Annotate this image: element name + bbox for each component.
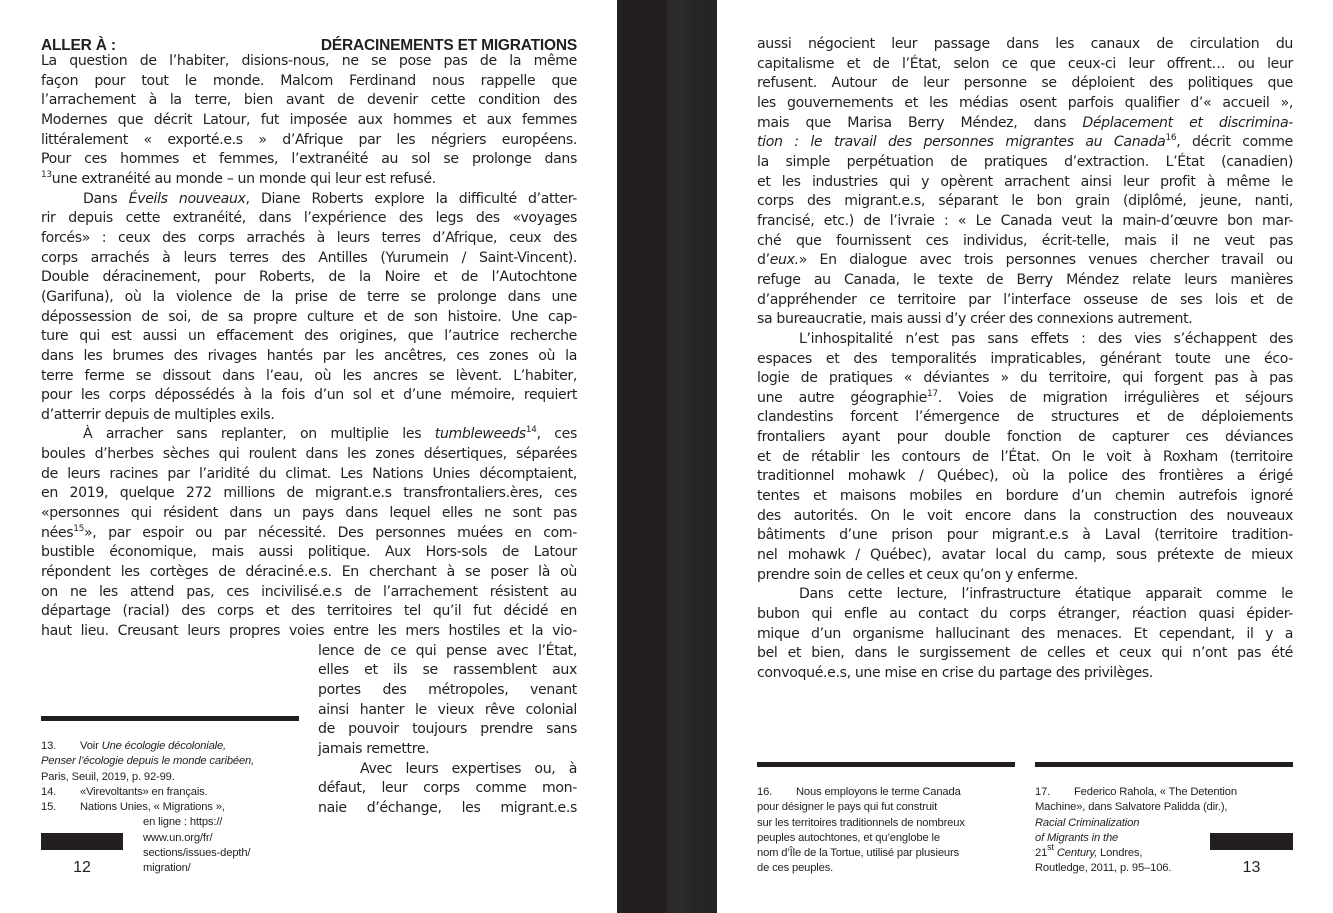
text-run: , Diane Roberts explore la difficulté d’atter- — [245, 190, 578, 207]
text-run: Machine», dans Salvatore Palidda (dir.), — [1035, 801, 1228, 814]
text-run: nel mohawk / Québec), avatar local du camp, sous prétexte de mieux — [757, 547, 1293, 564]
footnote-number: 13. — [41, 740, 57, 752]
text-line — [757, 605, 1293, 625]
text-line — [757, 389, 1293, 409]
text-run: terre ferme se dissout dans l’eau, où les ancres se lèvent. L’habiter, — [41, 367, 577, 384]
text-line — [757, 467, 1293, 487]
text-run: refuge au Canada, le texte de Berry Méndez relate leurs manières — [757, 271, 1293, 288]
text-line — [41, 288, 577, 308]
footnote-ref: 17 — [926, 388, 938, 399]
italic-title: Une écologie décoloniale, — [101, 740, 227, 752]
text-run: défaut, leur corps comme mon- — [318, 780, 577, 797]
text-run: Dans — [83, 190, 129, 207]
text-run: Double déracinement, pour Roberts, de la Noire et de l’Autochtone — [41, 269, 577, 286]
text-run: Modernes que décrit Latour, fut imposée aux hommes et aux femmes — [41, 111, 577, 128]
text-line — [757, 585, 1293, 605]
text-line — [318, 760, 577, 780]
footnote-line — [1035, 861, 1237, 876]
text-run: la simple perpétuation de pratiques d’extraction. L’État (canadien) — [757, 153, 1293, 170]
text-run: et de rétablir les contours de l’État. On le voit à Roxham (territoire — [757, 448, 1293, 465]
text-run: boules d’herbes sèches qui roulent dans les zones désertiques, séparées — [41, 446, 577, 463]
chapter-title: DÉRACINEMENTS ET MIGRATIONS — [320, 37, 577, 54]
text-line — [318, 740, 577, 760]
text-line — [757, 487, 1293, 507]
text-run: une autre géographie — [757, 389, 927, 406]
text-line — [757, 546, 1293, 566]
footnote-line — [1035, 831, 1237, 846]
text-line — [757, 566, 1293, 586]
text-line — [757, 251, 1293, 271]
footnote-line — [1035, 785, 1237, 800]
text-run: «personnes qui résident dans un pays dans lequel elles ne sont pas — [41, 505, 577, 522]
text-run: lence de ce qui pense avec l’État, — [318, 642, 577, 659]
text-run: sections/issues-depth/ — [143, 847, 251, 860]
text-run: » En dialogue avec trois personnes venues chercher travail ou — [798, 252, 1293, 269]
text-line — [757, 408, 1293, 428]
italic-title: eux. — [769, 252, 799, 269]
text-run: capitalisme et de l’État, selon ce que ceux-ci leur offrent… ou leur — [757, 55, 1293, 72]
italic-title: Penser l’écologie depuis le monde caribéen, — [41, 755, 255, 768]
footnote-rule — [41, 716, 299, 721]
text-line — [41, 52, 577, 72]
text-line — [757, 271, 1293, 291]
text-run: sur les territoires traditionnels de nombreux — [757, 816, 965, 829]
text-line — [41, 465, 577, 485]
text-line — [757, 428, 1293, 448]
text-run: francisé, etc.) de l’ivraie : « Le Canada veut la main-d’œuvre bon mar- — [757, 212, 1293, 229]
text-run: ainsi hanter le vieux rêve colonial — [318, 701, 577, 718]
text-run: d’atterrir depuis de multiples exils. — [41, 406, 275, 423]
folio-bar — [41, 833, 123, 850]
text-run: d’ — [757, 252, 770, 269]
text-line — [757, 507, 1293, 527]
text-run: (Garifuna), où la violence de la prise de terre se prolonge dans une — [41, 288, 577, 305]
footnote-line — [41, 785, 254, 800]
text-line — [41, 131, 577, 151]
text-run: mais que Marisa Berry Méndez, dans — [757, 114, 1083, 131]
footnote-line — [41, 770, 254, 785]
text-run: . — [431, 170, 436, 187]
footnote-rule-16 — [757, 762, 1015, 767]
footnote-line — [757, 846, 965, 861]
text-line — [41, 622, 577, 642]
text-run: elles et ils se rassemblent aux — [318, 662, 577, 679]
text-run: bâtiments d’une prison pour migrant.e.s à Laval (territoire tradition- — [757, 527, 1293, 544]
text-line — [41, 367, 577, 387]
text-line — [757, 232, 1293, 252]
italic-title: Éveils nouveaux — [128, 190, 246, 207]
footnote-line — [41, 800, 254, 815]
text-run: corps des migrant.e.s, séparant le bon grain (diplômé, jeune, nanti, — [757, 193, 1293, 210]
text-run: naie d’échange, les migrant.e.s — [318, 799, 577, 816]
text-line — [757, 526, 1293, 546]
text-run: , ces — [536, 426, 577, 443]
text-run: Federico Rahola, « The Detention — [1074, 786, 1237, 798]
text-run: ture qui est aussi un effacement des origines, que l’autrice recherche — [41, 328, 577, 345]
text-run: Voir — [80, 740, 102, 752]
text-line — [41, 91, 577, 111]
text-line — [41, 170, 577, 190]
text-run: À arracher sans replanter, on multiplie les — [83, 426, 435, 443]
footnote-ref: 15 — [73, 523, 84, 534]
text-run: », par espoir ou par nécessité. Des personnes muées en com- — [83, 524, 577, 541]
text-run: Routledge, 2011, p. 95–106. — [1035, 862, 1172, 875]
text-line — [41, 543, 577, 563]
text-run: de pouvoir toujours prendre sans — [318, 721, 577, 738]
footnote-line — [757, 785, 965, 800]
text-run: d’appréhender ce territoire par l’interface osseuse de ses lois et de — [757, 291, 1293, 308]
text-line — [757, 192, 1293, 212]
text-line — [757, 35, 1293, 55]
italic-title: Déplacement et discrimina- — [1082, 114, 1293, 131]
text-run: portes des métropoles, venant — [318, 682, 577, 698]
footnote-line — [1035, 800, 1237, 815]
text-run: Nous employons le terme Canada — [796, 786, 961, 798]
text-run: tentes et maisons mobiles en bordure d’un chemin autrefois ignoré — [757, 488, 1293, 505]
text-run: traditionnel mohawk / Québec), où la police des frontières a érigé — [757, 468, 1293, 485]
text-line — [41, 150, 577, 170]
folio-bar — [1210, 833, 1293, 850]
left-footnotes — [41, 739, 254, 877]
text-run: départage (racial) des corps et des territoires tel qu’il fut décidé en — [41, 603, 577, 620]
text-run: ché que fournissent ces individus, écrit-telle, mais il ne veut pas — [757, 232, 1293, 249]
text-run: Nations Unies, « Migrations », — [80, 801, 225, 814]
text-run: l’arrachement à la terre, bien avant de devenir cette condition des — [41, 92, 577, 109]
text-line — [757, 173, 1293, 193]
footnote-ref: 16 — [1165, 133, 1177, 144]
text-run: on ne les attend pas, ces incivilisé.e.s de l’arrachement résistent au — [41, 583, 577, 600]
text-run: haut lieu. Creusant leurs propres voies entre les mers hostiles et la vio- — [41, 623, 577, 640]
text-line — [757, 350, 1293, 370]
text-run: les gouvernements et les médias osent parfois qualifier d’« accueil », — [757, 94, 1293, 111]
footnote-ref: 13 — [41, 169, 52, 180]
text-line — [41, 524, 577, 544]
text-line — [757, 153, 1293, 173]
text-run: une extranéité au monde – un monde qui leur est refusé — [51, 170, 432, 187]
text-run: , décrit comme — [1176, 134, 1293, 151]
text-run: de leurs racines par l’aridité du climat. Les Nations Unies décomptaient, — [41, 465, 577, 482]
footnote-line — [41, 754, 254, 769]
left-body-text — [41, 52, 577, 819]
text-line — [757, 644, 1293, 664]
text-run: littéralement « exporté.e.s » d’Afrique par les négriers européens. — [41, 131, 577, 148]
right-body-text — [757, 35, 1293, 684]
text-run: façon pour tout le monde. Malcom Ferdinand nous rappelle que — [41, 72, 577, 89]
text-run: frontaliers ayant pour double fonction de capturer ces déviances — [757, 429, 1293, 446]
running-head-label: ALLER À : — [41, 37, 116, 54]
text-line — [318, 661, 577, 681]
text-run: pour désigner le pays qui fut construit — [757, 801, 938, 814]
text-line — [41, 249, 577, 269]
text-run: bubon qui enfle au contact du corps étranger, réaction quasi épider- — [757, 606, 1293, 623]
footnote-line — [41, 739, 254, 754]
footnote-number: 17. — [1035, 786, 1051, 798]
page-number: 12 — [73, 859, 91, 876]
text-run: dans les brumes des rivages hantés par les ancêtres, ces zones où la — [41, 347, 577, 364]
text-run: refusent. Autour de leur personne se déploient des politiques que — [757, 75, 1293, 92]
text-line — [757, 55, 1293, 75]
text-line — [41, 425, 577, 445]
text-run: espaces et des temporalités impraticables, générant toute une éco- — [757, 350, 1293, 367]
italic-title: tion : le travail des personnes migrantes au Canada — [757, 134, 1166, 151]
text-line — [41, 308, 577, 328]
text-line — [757, 369, 1293, 389]
text-line — [41, 504, 577, 524]
italic-title: Racial Criminalization — [1035, 816, 1140, 829]
text-line — [757, 291, 1293, 311]
text-run: bustible économique, mais aussi politique. Aux Hors-sols de Latour — [41, 544, 577, 561]
text-run: corps arrachés à leurs terres des Antilles (Yurumein / Saint-Vincent). — [41, 249, 577, 266]
text-run: «Virevoltants» en français. — [80, 785, 208, 798]
text-run: La question de l’habiter, disions-nous, ne se pose pas de la même — [41, 53, 577, 69]
text-run: Dans cette lecture, l’infrastructure étatique apparait comme le — [799, 586, 1293, 603]
text-line — [757, 74, 1293, 94]
text-run: forcés» : ceux des corps arrachés à leurs terres d’Afrique, ceux des — [41, 229, 577, 246]
text-line — [41, 327, 577, 347]
text-line — [41, 209, 577, 229]
text-run: Londres, — [1097, 847, 1143, 860]
footnote-16 — [757, 785, 965, 877]
text-line — [757, 448, 1293, 468]
spine-gutter-shadow — [667, 0, 717, 913]
text-run: Pour ces hommes et femmes, l’extranéité au sol se prolonge dans — [41, 151, 577, 168]
text-run: jamais remettre. — [318, 740, 430, 757]
text-line — [41, 445, 577, 465]
text-line — [757, 94, 1293, 114]
text-line — [41, 406, 577, 426]
text-run: rir depuis cette extranéité, dans l’expérience des legs des «voyages — [41, 210, 577, 227]
text-run: peuples autochtones, et qu’englobe le — [757, 831, 940, 844]
text-line — [41, 72, 577, 92]
text-line — [757, 664, 1293, 684]
text-run: prendre soin de celles et ceux qu’on y enferme. — [757, 566, 1079, 583]
text-line — [318, 779, 577, 799]
page-number: 13 — [1242, 859, 1261, 876]
footnote-rule-17 — [1035, 762, 1293, 767]
text-line — [757, 310, 1293, 330]
text-run: nées — [41, 524, 74, 541]
text-run: Paris, Seuil, 2019, p. 92-99. — [41, 770, 175, 783]
text-run: nom d’Île de la Tortue, utilisé par plusieurs — [757, 847, 959, 860]
text-run: clandestins forcent l’émergence de structures et de déploiements — [757, 409, 1293, 426]
text-run: migration/ — [143, 862, 191, 875]
footnote-17 — [1035, 785, 1237, 877]
text-line — [318, 681, 577, 701]
right-page — [717, 0, 1333, 913]
text-run: . Voies de migration irrégulières et séjours — [937, 389, 1293, 406]
text-line — [318, 701, 577, 721]
footnote-line — [757, 816, 965, 831]
text-run: Avec leurs expertises ou, à — [360, 760, 577, 777]
text-line — [757, 625, 1293, 645]
text-line — [318, 799, 577, 819]
text-run: de ces peuples. — [757, 862, 834, 875]
footnote-number: 16. — [757, 786, 773, 798]
text-run: répondent les cortèges de déraciné.e.s. En cherchant à se poser là où — [41, 564, 577, 581]
left-page — [0, 0, 617, 913]
text-run: 21 — [1035, 847, 1048, 860]
text-run: dépossession de soi, de sa propre culture et de son histoire. Une cap- — [41, 308, 577, 325]
italic-title: Century, — [1053, 847, 1098, 860]
text-run: en 2019, quelque 272 millions de migrant.e.s transfrontaliers.ères, ces — [41, 485, 577, 502]
text-line — [41, 229, 577, 249]
text-run: en ligne : https:// — [143, 816, 223, 829]
text-run: convoqué.e.s, une mise en crise du partage des privilèges. — [757, 665, 1154, 681]
footnote-number: 15. — [41, 801, 57, 814]
text-line — [757, 212, 1293, 232]
footnote-line — [757, 831, 965, 846]
text-line — [41, 190, 577, 210]
text-run: pour les corps dépossédés à la fois d’un sol et d’une mémoire, requiert — [41, 387, 577, 404]
text-run: logie de pratiques « déviantes » du territoire, qui forgent pas à pas — [757, 370, 1293, 387]
text-line — [41, 602, 577, 622]
footnote-line — [757, 861, 965, 876]
footnote-line — [41, 815, 254, 830]
text-line — [41, 563, 577, 583]
text-run: www.un.org/fr/ — [143, 831, 213, 844]
text-line — [318, 720, 577, 740]
footnote-ref: 14 — [525, 425, 537, 436]
text-line — [41, 484, 577, 504]
text-line — [41, 347, 577, 367]
italic-title: of Migrants in the — [1035, 831, 1119, 844]
footnote-line — [1035, 842, 1237, 861]
text-line — [41, 268, 577, 288]
ordinal-suffix: st — [1047, 842, 1054, 853]
text-run: des autorités. On le voit encore dans la construction des nouveaux — [757, 507, 1293, 524]
text-line — [757, 114, 1293, 134]
text-run: mique d’un organisme hallucinant des menaces. Et cependant, il y a — [757, 625, 1293, 642]
text-run: et les industries qui y opèrent arrachent ainsi leur profit à même le — [757, 173, 1293, 190]
italic-title: tumbleweeds — [434, 426, 526, 443]
text-line — [757, 133, 1293, 153]
text-line — [41, 386, 577, 406]
text-run: sa bureaucratie, mais aussi d’y créer des connexions autrement. — [757, 311, 1193, 328]
text-line — [757, 330, 1293, 350]
text-run: bel et bien, dans le surgissement de celles et ceux qui n’ont pas été — [757, 645, 1293, 662]
text-line — [41, 583, 577, 603]
footnote-line — [757, 800, 965, 815]
text-run: aussi négocient leur passage dans les canaux de circulation du — [757, 36, 1293, 52]
text-run: L’inhospitalité n’est pas sans effets : des vies s’échappent des — [799, 330, 1293, 347]
text-line — [41, 111, 577, 131]
book-spine — [617, 0, 717, 913]
text-line — [318, 642, 577, 662]
footnote-line — [1035, 816, 1237, 831]
footnote-number: 14. — [41, 785, 57, 798]
